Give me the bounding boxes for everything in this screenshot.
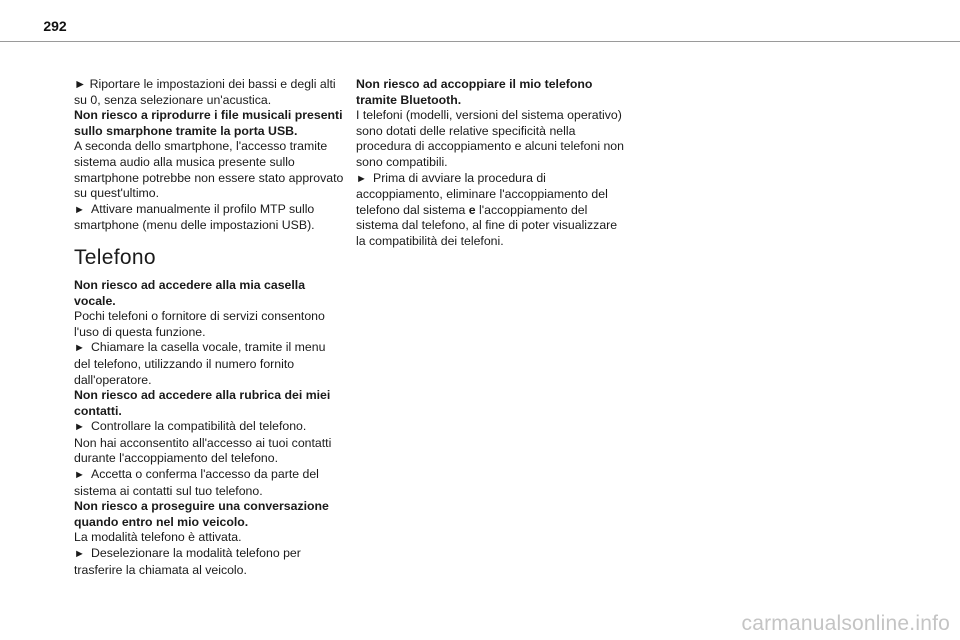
watermark: carmanualsonline.info: [741, 612, 950, 635]
instruction-text-content: Attivare manualmente il profilo MTP sullo smartphone (menu delle impostazioni USB).: [74, 201, 315, 233]
left-column: [74, 77, 344, 578]
right-column: [356, 77, 626, 250]
question-heading: Non riesco a proseguire una conversazione quando entro nel mio veicolo.: [74, 499, 329, 529]
question-heading: Non riesco ad accoppiare il mio telefono tramite Bluetooth.: [356, 77, 593, 107]
instruction-text: [74, 546, 344, 578]
instruction-text-content: Controllare la compatibilità del telefono.: [91, 419, 307, 434]
instruction-text: ► Riportare le impostazioni dei bassi e degli alti su 0, senza selezionare un'acustica.: [74, 77, 336, 107]
instruction-text-content: Chiamare la casella vocale, tramite il menu del telefono, utilizzando il numero fornito dall'operatore.: [74, 340, 326, 387]
answer-text: I telefoni (modelli, versioni del sistema operativo) sono dotati delle relative specificità nella procedura di accoppiamento e alcuni telefoni non sono compatibili.: [356, 108, 624, 169]
page-number: 292: [43, 18, 67, 34]
instruction-text-part: l'accoppiamento del sistema dal telefono, al fine di poter visualizzare la compatibilità dei telefoni.: [356, 202, 618, 248]
instruction-text: [74, 202, 344, 234]
answer-text: A seconda dello smartphone, l'accesso tramite sistema audio alla musica presente sullo smartphone potrebbe non essere stato approvato su quest'ultimo.: [74, 139, 344, 201]
emphasis-text: e: [468, 202, 476, 217]
section-title: Telefono: [74, 245, 156, 269]
question-heading: Non riesco ad accedere alla rubrica dei miei contatti.: [74, 388, 331, 418]
instruction-text: [74, 340, 344, 388]
instruction-text: [74, 467, 344, 499]
answer-text: Pochi telefoni o fornitore di servizi consentono l'uso di questa funzione.: [74, 309, 325, 339]
instruction-text: [74, 419, 344, 436]
question-heading: Non riesco ad accedere alla mia casella vocale.: [74, 277, 306, 308]
instruction-text-content: Accetta o conferma l'accesso da parte del sistema ai contatti sul tuo telefono.: [74, 467, 319, 498]
instruction-text-content: Deselezionare la modalità telefono per trasferire la chiamata al veicolo.: [74, 546, 301, 577]
answer-text: La modalità telefono è attivata.: [74, 530, 242, 545]
answer-text: Non hai acconsentito all'accesso ai tuoi contatti durante l'accoppiamento del telefono.: [74, 435, 332, 466]
header-divider: [0, 41, 960, 42]
instruction-text-part: Prima di avviare la procedura di accoppiamento, eliminare l'accoppiamento del telefono dal sistema: [356, 170, 608, 217]
instruction-text: [356, 171, 626, 250]
question-heading: Non riesco a riprodurre i file musicali presenti sullo smarphone tramite la porta USB.: [74, 108, 343, 138]
